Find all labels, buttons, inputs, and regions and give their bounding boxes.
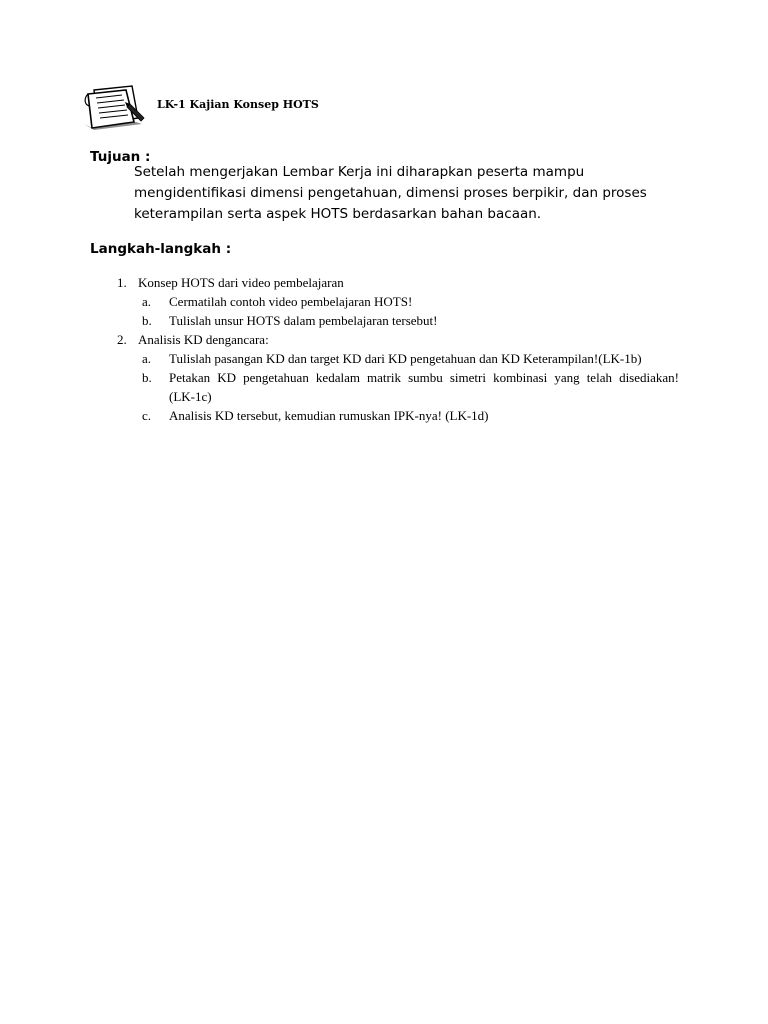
tujuan-paragraph bbox=[134, 162, 694, 225]
substep-text: Cermatilah contoh video pembelajaran HOTS! bbox=[169, 294, 413, 309]
list-item bbox=[0, 330, 768, 349]
tujuan-line: mengidentifikasi dimensi pengetahuan, dimensi proses berpikir, dan proses bbox=[134, 185, 647, 201]
langkah-heading: Langkah-langkah : bbox=[90, 241, 232, 257]
list-item bbox=[0, 311, 768, 330]
list-item bbox=[0, 368, 768, 387]
list-item bbox=[0, 273, 768, 292]
tujuan-line: Setelah mengerjakan Lembar Kerja ini diharapkan peserta mampu bbox=[134, 164, 585, 180]
list-item bbox=[0, 349, 768, 368]
document-paper-icon bbox=[80, 84, 146, 130]
step-text: Analisis KD dengancara: bbox=[138, 332, 269, 347]
substep-text: Petakan KD pengetahuan kedalam matrik sumbu simetri kombinasi yang telah disediakan! bbox=[169, 370, 679, 385]
worksheet-title: LK-1 Kajian Konsep HOTS bbox=[157, 98, 319, 111]
tujuan-line: keterampilan serta aspek HOTS berdasarkan bahan bacaan. bbox=[134, 206, 542, 222]
list-item bbox=[0, 406, 768, 425]
substep-text: Analisis KD tersebut, kemudian rumuskan IPK-nya! (LK-1d) bbox=[169, 408, 489, 423]
steps-list bbox=[0, 273, 768, 425]
step-text: Konsep HOTS dari video pembelajaran bbox=[138, 275, 344, 290]
substep-letter: b. bbox=[142, 313, 152, 328]
substep-text: Tulislah pasangan KD dan target KD dari KD pengetahuan dan KD Keterampilan!(LK-1b) bbox=[169, 351, 642, 366]
substep-text: Tulislah unsur HOTS dalam pembelajaran tersebut! bbox=[169, 313, 438, 328]
substep-text: (LK-1c) bbox=[169, 389, 212, 404]
tujuan-heading: Tujuan : bbox=[90, 149, 151, 165]
list-item-continuation bbox=[0, 387, 768, 406]
step-number: 2. bbox=[117, 332, 127, 347]
substep-letter: b. bbox=[142, 370, 152, 385]
list-item bbox=[0, 292, 768, 311]
substep-letter: a. bbox=[142, 294, 152, 309]
step-number: 1. bbox=[117, 275, 127, 290]
substep-letter: a. bbox=[142, 351, 152, 366]
substep-letter: c. bbox=[142, 408, 152, 423]
